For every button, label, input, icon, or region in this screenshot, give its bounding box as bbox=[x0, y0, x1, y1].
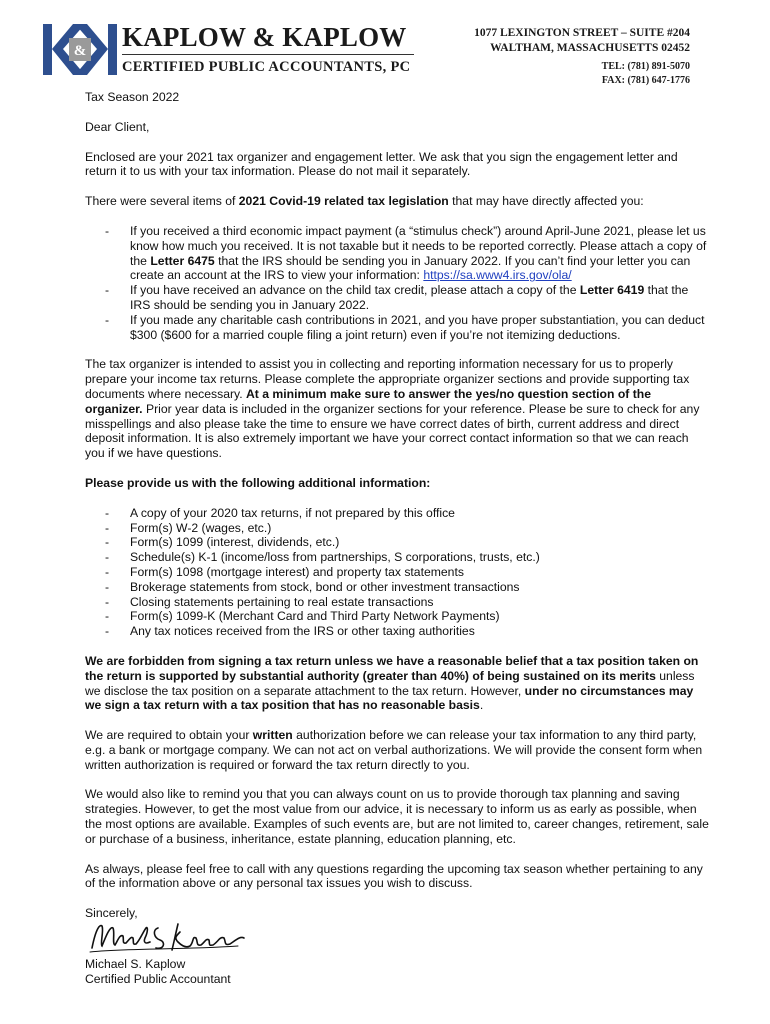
list-item: - Form(s) 1099 (interest, dividends, etc.) bbox=[105, 535, 340, 550]
address-line2: WALTHAM, MASSACHUSETTS 02452 bbox=[490, 42, 690, 54]
firm-subtitle: CERTIFIED PUBLIC ACCOUNTANTS, PC bbox=[122, 59, 411, 75]
covid-list bbox=[85, 224, 710, 342]
signer-title: Certified Public Accountant bbox=[85, 971, 231, 986]
list-item: - Brokerage statements from stock, bond or other investment transactions bbox=[105, 579, 520, 594]
list-item: - A copy of your 2020 tax returns, if not prepared by this office bbox=[105, 505, 455, 520]
closing-paragraph: As always, please feel free to call with any questions regarding the upcoming tax season whether pertaining to any of the information above or any personal tax issues you wish to discuss. bbox=[85, 861, 703, 891]
list-item: - Form(s) 1099-K (Merchant Card and Third Party Network Payments) bbox=[105, 609, 500, 624]
handwritten-signature bbox=[88, 918, 248, 958]
list-item: - If you have received an advance on the child tax credit, please attach a copy of the Letter 6419 that the IRS should be sending you in January 2022. bbox=[105, 283, 689, 312]
letter-heading: Tax Season 2022 bbox=[85, 90, 180, 104]
signoff: Sincerely, bbox=[85, 906, 138, 921]
irs-account-link[interactable]: https://sa.www4.irs.gov/ola/ bbox=[423, 268, 572, 283]
additional-list bbox=[85, 506, 710, 639]
intro-paragraph: Enclosed are your 2021 tax organizer and engagement letter. We ask that you sign the engagement letter and return it to us with your tax information. Please do not mail it separately. bbox=[85, 149, 678, 179]
firm-block bbox=[122, 22, 418, 76]
fax: FAX: (781) 647-1776 bbox=[601, 75, 690, 86]
written-paragraph: We are required to obtain your written authorization before we can release your tax information to any third party, e.g. a bank or mortgage company. We can not act on verbal authorizations. We will provide the consent form when written authorization is required or forward the tax return directly to you. bbox=[85, 728, 703, 772]
svg-text:&: & bbox=[73, 43, 87, 59]
covid-paragraph: There were several items of 2021 Covid-19 related tax legislation that may have directly affected you: bbox=[85, 194, 644, 209]
signer-name: Michael S. Kaplow bbox=[85, 957, 186, 972]
list-item: - Schedule(s) K-1 (income/loss from partnerships, S corporations, trusts, etc.) bbox=[105, 550, 540, 565]
list-item: - Form(s) 1098 (mortgage interest) and property tax statements bbox=[105, 564, 464, 579]
firm-rule bbox=[122, 54, 414, 55]
list-item: - If you made any charitable cash contributions in 2021, and you have proper substantiation, you can deduct $300 ($600 for a married couple filing a joint return) even if you’re not itemizing deductions. bbox=[105, 312, 705, 342]
telephone: TEL: (781) 891-5070 bbox=[601, 61, 690, 72]
forbidden-paragraph: We are forbidden from signing a tax return unless we have a reasonable belief that a tax position taken on the return is supported by substantial authority (greater than 40%) of being sustained on its merits unless we disclose the tax position on a separate attachment to the tax return. However, under no circumstances may we sign a tax return with a tax position that has no reasonable basis. bbox=[85, 653, 699, 713]
firm-address bbox=[474, 26, 690, 88]
additional-heading: Please provide us with the following additional information: bbox=[85, 475, 431, 490]
list-item: - Closing statements pertaining to real estate transactions bbox=[105, 594, 434, 609]
list-item: - Any tax notices received from the IRS or other taxing authorities bbox=[105, 624, 475, 639]
planning-paragraph: We would also like to remind you that you can always count on us to provide thorough tax planning and saving strategies. However, to get the most value from our advice, it is necessary to inform us as early as possible, when the most options are available. Examples of such events are, but are not limited to, career changes, retirement, sale or purchase of a business, inheritance, estate planning, education planning, etc. bbox=[85, 787, 709, 846]
salutation: Dear Client, bbox=[85, 119, 150, 134]
list-item: - Form(s) W-2 (wages, etc.) bbox=[105, 520, 272, 535]
letter-body bbox=[85, 90, 710, 987]
address-line1: 1077 LEXINGTON STREET – SUITE #204 bbox=[474, 27, 690, 39]
firm-logo bbox=[43, 24, 117, 75]
organizer-paragraph: The tax organizer is intended to assist you in collecting and reporting information necessary for us to properly prepare your income tax returns. Please complete the appropriate organizer sections and provide supporting tax documents where necessary. At a minimum make sure to answer the yes/no question section of the organizer. Prior year data is included in the organizer sections for your reference. Please be sure to check for any misspellings and also please take the time to ensure we have correct dates of birth, current address and direct deposit information. It is also extremely important we have your correct contact information so that we can reach you if we have questions. bbox=[85, 357, 700, 461]
list-item: - If you received a third economic impact payment (a “stimulus check”) around April-June 2021, please let us know how much you received. It is not taxable but it needs to be reported correctly. Please attach a copy of the Letter 6475 that the IRS should be sending you in January 2022. If you can’t find your letter you can create an account at the IRS to view your information: https://sa.www4.irs.gov/ola/ bbox=[105, 223, 707, 283]
firm-name: KAPLOW & KAPLOW bbox=[122, 22, 407, 52]
